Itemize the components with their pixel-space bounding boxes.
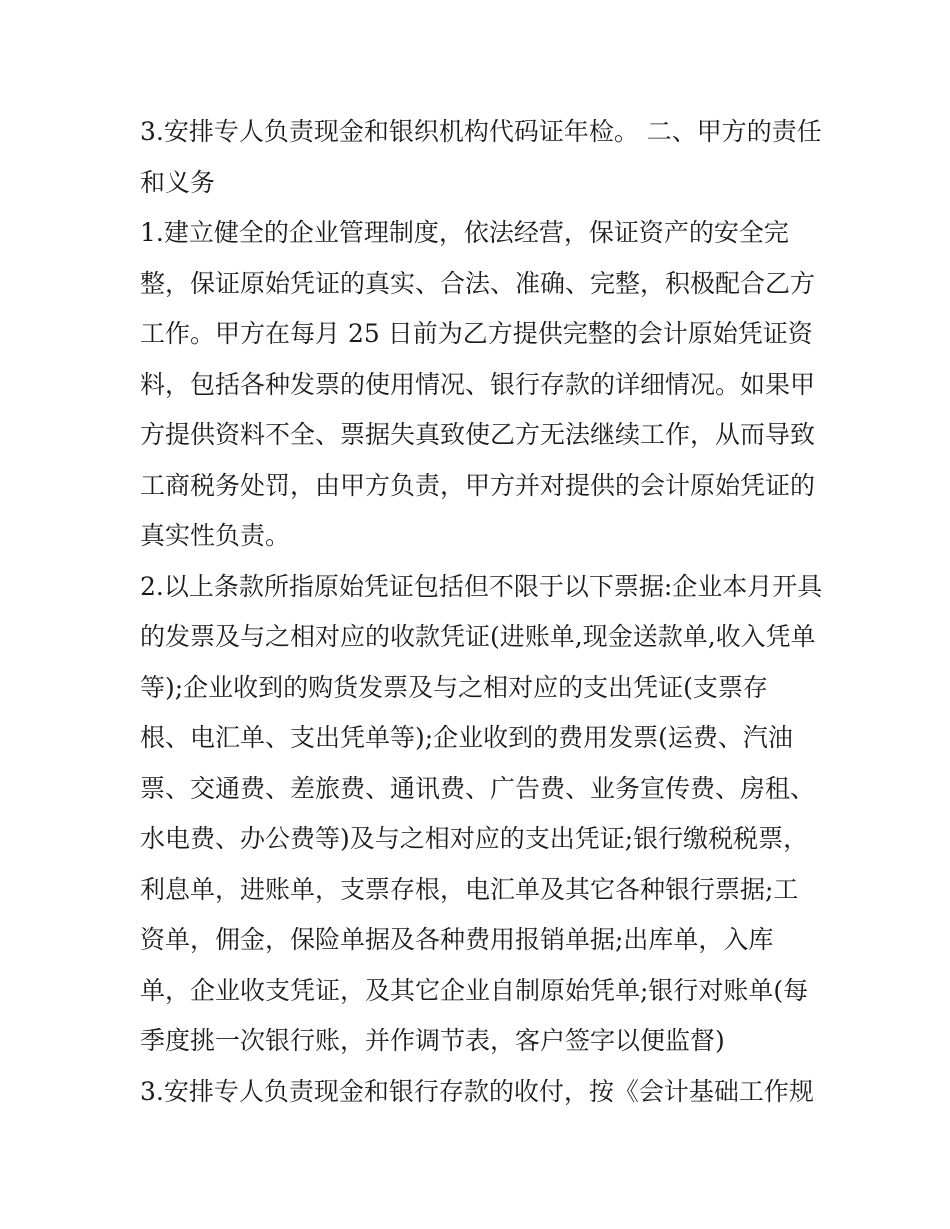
text-line: 利息单，进账单，支票存根，电汇单及其它各种银行票据;工 <box>140 874 799 904</box>
text-line: 3.安排专人负责现金和银织机构代码证年检。 二、甲方的责任 <box>140 117 822 146</box>
text-line: 真实性负责。 <box>140 521 291 550</box>
text-line: 工作。甲方在每月 25 日前为乙方提供完整的会计原始凭证资 <box>140 319 813 348</box>
text-line: 单，企业收支凭证，及其它企业自制原始凭单;银行对账单(每 <box>140 975 809 1005</box>
text-line: 3.安排专人负责现金和银行存款的收付，按《会计基础工作规 <box>140 1076 814 1106</box>
text-line: 水电费、办公费等)及与之相对应的支出凭证;银行缴税税票， <box>140 824 809 853</box>
text-line: 料，包括各种发票的使用情况、银行存款的详细情况。如果甲 <box>140 369 816 399</box>
text-line: 工商税务处罚，由甲方负责，甲方并对提供的会计原始凭证的 <box>140 470 816 500</box>
text-line: 2.以上条款所指原始凭证包括但不限于以下票据:企业本月开具 <box>140 571 823 601</box>
document-body <box>140 107 823 1117</box>
text-line: 票、交通费、差旅费、通讯费、广告费、业务宣传费、房租、 <box>140 773 816 803</box>
text-line: 方提供资料不全、票据失真致使乙方无法继续工作，从而导致 <box>140 420 816 449</box>
text-line: 资单，佣金，保险单据及各种费用报销单据;出库单，入库 <box>140 925 774 954</box>
text-line: 1.建立健全的企业管理制度，依法经营，保证资产的安全完 <box>140 218 789 247</box>
text-line: 的发票及与之相对应的收款凭证(进账单,现金送款单,收入凭单 <box>140 622 816 651</box>
text-line: 季度挑一次银行账，并作调节表，客户签字以便监督) <box>140 1026 725 1055</box>
text-line: 整，保证原始凭证的真实、合法、准确、完整，积极配合乙方 <box>140 268 816 298</box>
text-line: 和义务 <box>140 167 216 197</box>
text-line: 等);企业收到的购货发票及与之相对应的支出凭证(支票存 <box>140 672 768 702</box>
text-line: 根、电汇单、支出凭单等);企业收到的费用发票(运费、汽油 <box>140 723 793 752</box>
